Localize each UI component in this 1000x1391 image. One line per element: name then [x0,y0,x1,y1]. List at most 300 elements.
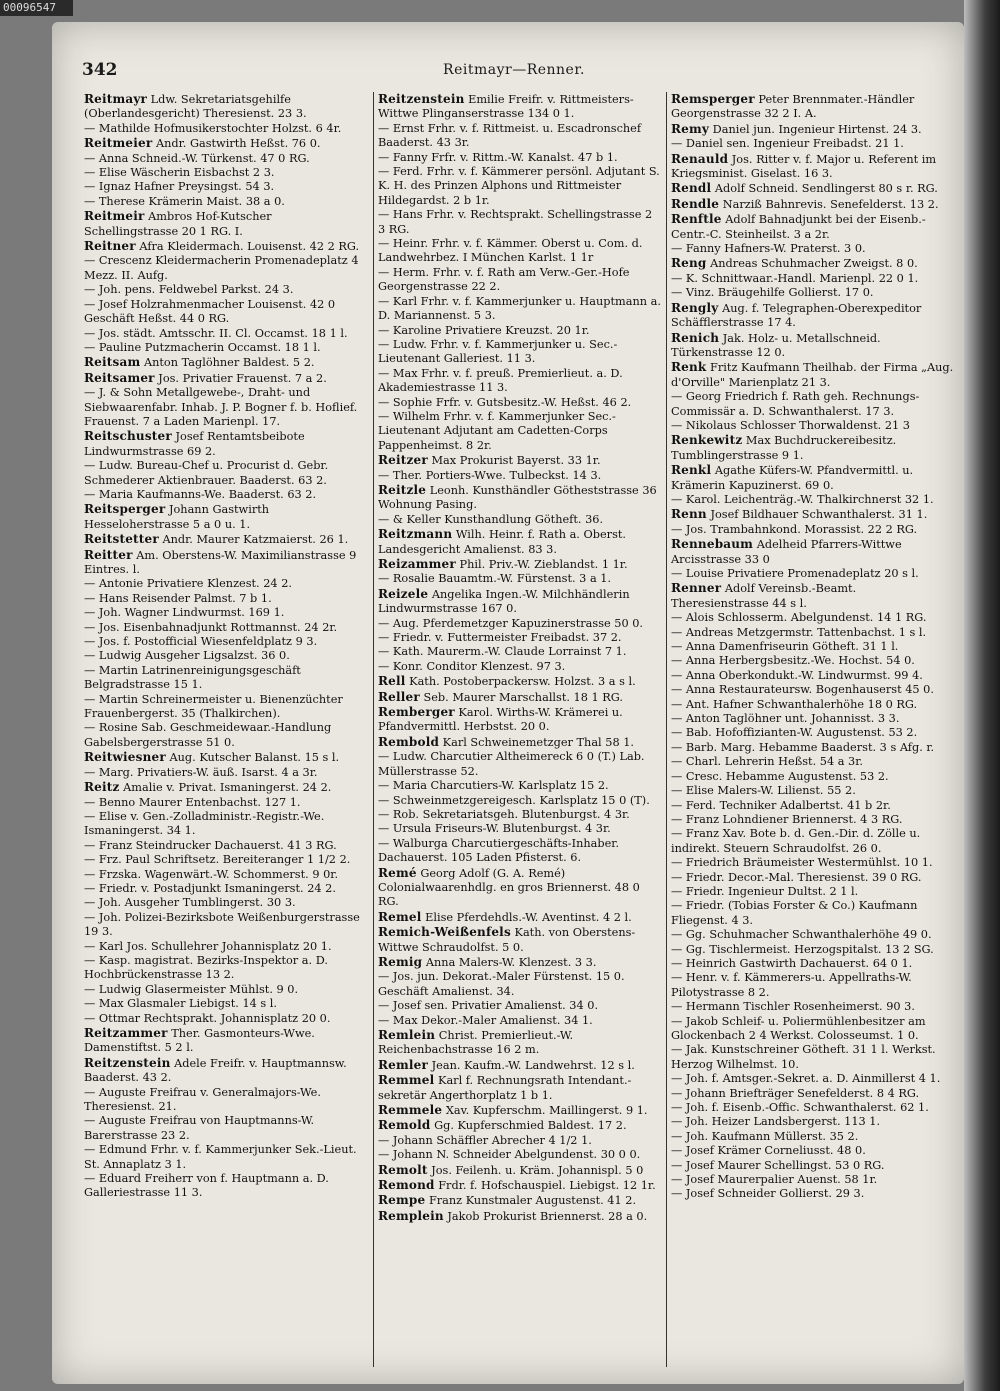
entry-text: — Heinr. Frhr. v. f. Kämmer. Oberst u. Com. d. Landwehrbez. I München Karlst. 1 1r [378,237,643,265]
directory-entry [671,813,955,827]
directory-entry [378,822,662,836]
entry-text: Anna Malers-W. Klenzest. 3 3. [425,955,597,969]
directory-entry [671,181,955,196]
entry-text: — Johann Briefträger Senefelderst. 8 4 RG. [671,1086,920,1100]
directory-entry [84,298,369,327]
binding-edge [964,0,1000,1391]
entry-text: — Schweinmetzgereigesch. Karlsplatz 15 0 (T). [378,793,650,807]
directory-entry [84,1172,369,1201]
directory-entry [671,360,955,390]
entry-text: — Anna Herbergsbesitz.-We. Hochst. 54 0. [671,654,915,668]
entry-text: — Elise v. Gen.-Zolladministr.-Registr.-We. Ismaningerst. 34 1. [84,809,325,838]
entry-text: — Bab. Hofoffizianten-W. Augustenst. 53 2. [671,726,918,740]
directory-entry [671,784,955,798]
directory-entry [84,577,369,591]
entry-text: Elise Pferdehdls.-W. Aventinst. 4 2 l. [425,910,632,924]
directory-page [52,22,964,1384]
entry-surname: Reizammer [378,557,456,571]
entry-text: Gg. Kupferschmied Baldest. 17 2. [434,1119,627,1133]
directory-entry [378,645,662,659]
directory-entry [671,611,955,625]
directory-entry [378,396,662,410]
directory-entry [378,674,662,689]
directory-entry [671,928,955,942]
entry-surname: Renauld [671,151,729,166]
entry-text: — Benno Maurer Entenbachst. 127 1. [84,795,301,809]
entry-surname: Reitmayr [84,92,148,106]
directory-entry [671,626,955,640]
entry-text: — Crescenz Kleidermacherin Promenadeplatz 4 Mezz. II. Aufg. [84,254,359,282]
entry-surname: Reitwiesner [84,750,166,765]
directory-entry [378,705,662,735]
directory-entry [671,1000,955,1014]
entry-text: — Walburga Charcutiergeschäfts-Inhaber. Dachauerst. 105 Laden Pfisterst. 6. [378,836,620,865]
entry-surname: Reitzle [378,482,427,497]
running-head: Reitmayr—Renner. [443,62,585,78]
entry-text: Daniel jun. Ingenieur Hirtenst. 24 3. [712,122,922,136]
directory-entry [378,165,662,208]
entry-text: Emilie Freifr. v. Rittmeisters-Wittwe Plinganserstrasse 134 0 1. [378,93,634,121]
entry-text: — K. Schnittwaar.-Handl. Marienpl. 22 0 1. [671,271,919,285]
entry-text: — Karl Jos. Schullehrer Johannisplatz 20 1. [84,939,332,953]
directory-entry [671,755,955,769]
directory-entry [84,548,369,578]
entry-text: Xav. Kupferschm. Maillingerst. 9 1. [445,1104,648,1118]
directory-entry [671,242,955,256]
entry-text: — Joh. pens. Feldwebel Parkst. 24 3. [84,283,294,297]
directory-entry [671,827,955,856]
entry-surname: Remig [378,954,423,969]
entry-surname: Remold [378,1118,431,1133]
entry-text: — Franz Xav. Bote b. d. Gen.-Dir. d. Zölle u. indirekt. Steuern Schraudolfst. 26 0. [671,827,921,855]
entry-surname: Renn [671,507,707,522]
entry-surname: Remsperger [671,92,755,106]
directory-entry [671,1173,955,1187]
entry-text: Seb. Maurer Marschallst. 18 1 RG. [423,690,624,704]
directory-entry [84,371,369,386]
directory-entry [84,649,369,663]
entry-text: — Konr. Conditor Klenzest. 97 3. [378,659,566,673]
directory-entry [84,355,369,370]
directory-entry [84,810,369,839]
entry-text: — Jos. jun. Dekorat.-Maler Fürstenst. 15 0. Geschäft Amalienst. 34. [378,970,625,998]
entry-text: — J. & Sohn Metallgewebe-, Draht- und Siebwaarenfabr. Inhab. J. P. Bogner f. b. Hoflief. Frauenst. 7 a Laden Marienpl. 17. [84,386,358,428]
directory-entry [671,1130,955,1144]
directory-entry [671,537,955,567]
directory-entry [671,212,955,242]
entry-text: — Ignaz Hafner Preysingst. 54 3. [84,180,275,194]
entry-text: — Auguste Freifrau von Hauptmanns-W. Barerstrasse 23 2. [84,1114,315,1142]
directory-entry [671,770,955,784]
directory-entry [84,1026,369,1056]
entry-surname: Remel [378,909,422,924]
entry-text: Frdr. f. Hofschauspiel. Liebigst. 12 1r. [438,1179,656,1193]
directory-entry [378,266,662,295]
entry-text: Aug. Kutscher Balanst. 15 s l. [169,751,340,765]
archive-number: 00096547 [0,0,73,16]
directory-entry [671,1087,955,1101]
entry-surname: Renich [671,330,720,345]
directory-entry [84,882,369,896]
entry-text: Karl f. Rechnungsrath Intendant.-sekretär Angerthorplatz 1 b 1. [378,1074,632,1102]
entry-text: Max Buchdruckereibesitz. Tumblingerstrasse 9 1. [671,434,897,462]
directory-entry [378,910,662,925]
directory-entry [84,122,369,136]
entry-text: — Louise Privatiere Promenadeplatz 20 s l. [671,567,919,580]
entry-surname: Remond [378,1178,435,1193]
entry-text: — Hans Frhr. v. Rechtsprakt. Schellingstrasse 2 3 RG. [378,208,653,236]
entry-surname: Remich-Weißenfels [378,925,511,940]
entry-text: — Auguste Freifrau v. Generalmajors-We. Theresienst. 21. [84,1085,321,1114]
directory-entry [84,195,369,209]
entry-text: — Joh. Wagner Lindwurmst. 169 1. [84,606,285,620]
entry-surname: Reitzenstein [84,1055,171,1070]
entry-surname: Remmel [378,1073,435,1088]
directory-entry [378,469,662,483]
directory-entry [671,1015,955,1044]
directory-entry [671,152,955,182]
directory-entry [378,324,662,338]
directory-entry [378,295,662,324]
directory-entry [84,180,369,194]
entry-text: — Antonie Privatiere Klenzest. 24 2. [84,577,292,591]
entry-surname: Remberger [378,705,455,720]
directory-entry [84,283,369,297]
directory-entry [378,617,662,631]
entry-surname: Reitz [84,780,120,795]
entry-text: — Joh. f. Amtsger.-Sekret. a. D. Ainmillerst 4 1. [671,1072,941,1086]
entry-text: — Ant. Hafner Schwanthalerhöhe 18 0 RG. [671,697,918,711]
directory-entry [84,911,369,940]
entry-text: Andr. Gastwirth Heßst. 76 0. [155,137,321,151]
entry-text: — Franz Lohndiener Briennerst. 4 3 RG. [671,812,903,826]
entry-text: Narziß Bahnrevis. Senefelderst. 13 2. [722,197,939,211]
directory-entry [84,621,369,635]
entry-surname: Renk [671,360,707,375]
entry-text: Afra Kleidermach. Louisenst. 42 2 RG. [139,240,360,254]
entry-text: — Elise Malers-W. Lilienst. 55 2. [671,784,856,798]
entry-text: — Frz. Paul Schriftsetz. Bereiteranger 1 1/2 2. [84,853,351,867]
entry-surname: Remolt [378,1162,428,1177]
entry-surname: Reitzer [378,453,428,468]
directory-entry [84,254,369,283]
entry-text: — Johann N. Schneider Abelgundenst. 30 0 0. [378,1148,641,1162]
directory-entry [84,896,369,910]
entry-text: — Marg. Privatiers-W. äuß. Isarst. 4 a 3r. [84,765,318,779]
directory-entry [671,1043,955,1072]
entry-text: Ther. Gasmonteurs-Wwe. Damenstiftst. 5 2 l. [84,1027,315,1055]
directory-entry [671,256,955,271]
entry-text: — Frzska. Wagenwärt.-W. Schommerst. 9 0r. [84,867,339,881]
entry-text: Christ. Premierlieut.-W. Reichenbachstrasse 16 2 m. [378,1029,574,1057]
directory-entry [378,866,662,910]
directory-entry [671,331,955,361]
directory-entry [671,390,955,419]
entry-text: Josef Bildhauer Schwanthalerst. 31 1. [710,508,928,522]
entry-text: — Martin Schreinermeister u. Bienenzüchter Frauenbergerst. 35 (Thalkirchen). [84,692,343,721]
entry-text: — Joh. Kaufmann Müllerst. 35 2. [671,1129,859,1143]
directory-entry [671,712,955,726]
entry-text: — Georg Friedrich f. Rath geh. Rechnungs-Commissär a. D. Schwanthalerst. 17 3. [671,390,920,418]
entry-text: — Maria Kaufmanns-We. Baaderst. 63 2. [84,487,317,501]
entry-text: — Alois Schlosserm. Abelgundenst. 14 1 RG. [671,611,927,625]
directory-entry [378,1073,662,1103]
directory-entry [378,1014,662,1028]
entry-text: — Anna Schneid.-W. Türkenst. 47 0 RG. [84,151,310,165]
directory-entry [378,794,662,808]
entry-text: — Anton Taglöhner unt. Johannisst. 3 3. [671,712,900,726]
entry-text: — Ludwig Ausgeher Ligsalzst. 36 0. [84,649,290,663]
entry-surname: Renkl [671,463,712,478]
entry-text: Max Prokurist Bayerst. 33 1r. [431,454,601,468]
entry-surname: Rendle [671,196,720,211]
entry-text: — Anna Restaurateursw. Bogenhauserst 45 0. [671,683,934,697]
entry-text: Jak. Holz- u. Metallschneid. Türkenstrasse 12 0. [671,331,881,359]
directory-entry [84,166,369,180]
directory-entry [378,483,662,513]
entry-text: Jos. Privatier Frauenst. 7 a 2. [158,371,327,385]
directory-entry [84,502,369,532]
entry-text: — Eduard Freiherr von f. Hauptmann a. D. Galleriestrasse 11 3. [84,1172,329,1200]
entry-text: Franz Kunstmaler Augustenst. 41 2. [428,1194,637,1208]
directory-entry [84,532,369,547]
entry-text: — Rosine Sab. Geschmeidewaar.-Handlung Gabelsbergerstrasse 51 0. [84,721,332,749]
entry-surname: Reng [671,256,707,271]
entry-surname: Rengly [671,300,719,315]
entry-text: Fritz Kaufmann Theilhab. der Firma „Aug. d'Orville" Marienplatz 21 3. [671,361,954,389]
directory-entry [84,1114,369,1143]
directory-entry [84,750,369,765]
directory-entry [671,92,955,122]
directory-entry [671,301,955,331]
directory-entry [671,567,955,581]
directory-entry [378,690,662,705]
directory-entry [378,92,662,122]
directory-entry [671,1187,955,1201]
entry-text: — Barb. Marg. Hebamme Baaderst. 3 s Afg. r. [671,740,935,754]
entry-text: — Kath. Maurerm.-W. Claude Lorrainst 7 1. [378,645,627,659]
directory-entry [671,943,955,957]
entry-text: Anton Taglöhner Baldest. 5 2. [143,356,315,370]
directory-entry [671,1101,955,1115]
entry-text: — & Keller Kunsthandlung Götheft. 36. [378,512,604,526]
entry-surname: Reitzmann [378,527,453,542]
entry-text: — Friedr. Decor.-Mal. Theresienst. 39 0 RG. [671,870,922,884]
directory-entry [378,779,662,793]
column-1 [80,92,373,1367]
entry-text: — Ludw. Charcutier Altheimereck 6 0 (T.) Lab. Müllerstrasse 52. [378,750,645,778]
directory-entry [378,925,662,955]
entry-text: — Elise Wäscherin Eisbachst 2 3. [84,166,275,180]
entry-surname: Reller [378,689,420,704]
directory-entry [378,367,662,396]
directory-entry [671,122,955,137]
entry-text: — Max Glasmaler Liebigst. 14 s l. [84,997,278,1011]
directory-entry [671,741,955,755]
entry-text: — Jos. Eisenbahnadjunkt Rottmannst. 24 2r. [84,620,338,634]
entry-text: — Ferd. Frhr. v. f. Kämmerer persönl. Adjutant S. K. H. des Prinzen Alphons und Rittmeister Hildegardst. 2 b 1r. [378,165,660,207]
directory-entry [378,208,662,237]
directory-entry [378,631,662,645]
entry-surname: Rell [378,674,406,689]
entry-text: — Rob. Sekretariatsgeh. Blutenburgst. 4 3r. [378,807,630,821]
entry-text: — Edmund Frhr. v. f. Kammerjunker Sek.-Lieut. St. Annaplatz 3 1. [84,1143,357,1171]
entry-text: — Joh. Ausgeher Tumblingerst. 30 3. [84,896,296,910]
entry-text: — Franz Steindrucker Dachauerst. 41 3 RG. [84,838,337,852]
entry-text: Adolf Vereinsb.-Beamt. Theresienstrasse 44 s l. [671,582,857,610]
directory-entry [84,429,369,459]
directory-entry [378,151,662,165]
entry-text: — Friedr. Ingenieur Dultst. 2 1 l. [671,884,859,898]
directory-entry [671,871,955,885]
entry-text: — Fanny Hafners-W. Praterst. 3 0. [671,242,866,256]
directory-entry [671,1072,955,1086]
entry-surname: Remy [671,121,710,136]
entry-text: — Josef Maurer Schellingst. 53 0 RG. [671,1158,885,1172]
directory-entry [671,957,955,971]
directory-entry [378,572,662,586]
directory-entry [378,1209,662,1224]
entry-surname: Reitmeir [84,209,145,224]
entry-text: — Charl. Lehrerin Heßst. 54 a 3r. [671,755,863,769]
directory-entry [671,640,955,654]
directory-entry [378,1134,662,1148]
directory-entry [84,488,369,502]
directory-entry [84,1012,369,1026]
entry-text: Kath. von Oberstens-Wittwe Schraudolfst. 5 0. [378,926,636,954]
directory-entry [378,1163,662,1178]
directory-entry [84,459,369,488]
directory-entry [671,137,955,151]
entry-text: Am. Oberstens-W. Maximilianstrasse 9 Eintres. l. [84,548,357,576]
directory-entry [671,1159,955,1173]
entry-text: Andreas Schuhmacher Zweigst. 8 0. [710,257,918,271]
entry-text: Adolf Schneid. Sendlingerst 80 s r. RG. [714,182,938,196]
directory-entry [84,954,369,983]
entry-text: — Anna Oberkondukt.-W. Lindwurmst. 99 4. [671,668,923,682]
directory-entry [671,286,955,300]
entry-text: — Mathilde Hofmusikerstochter Holzst. 6 4r. [84,121,342,135]
entry-text: Adolf Bahnadjunkt bei der Eisenb.-Centr.-C. Steinheilst. 3 a 2r. [671,213,926,241]
directory-entry [84,635,369,649]
directory-entry [84,766,369,780]
entry-surname: Reitmeier [84,136,153,151]
entry-text: — Kasp. magistrat. Bezirks-Inspektor a. D. Hochbrückenstrasse 13 2. [84,953,328,982]
entry-text: Ldw. Sekretariatsgehilfe (Oberlandesgericht) Theresienst. 23 3. [84,93,307,121]
directory-entry [671,899,955,928]
entry-text: Ambros Hof-Kutscher Schellingstrasse 20 1 RG. I. [84,210,272,238]
entry-surname: Reitter [84,547,133,562]
directory-entry [671,433,955,463]
entry-text: — Hans Reisender Palmst. 7 b 1. [84,591,272,605]
entry-text: — Jos. Trambahnkond. Morassist. 22 2 RG. [671,522,918,536]
directory-entry [378,750,662,779]
directory-entry [378,660,662,674]
directory-entry [84,1086,369,1115]
entry-text: — Vinz. Bräugehilfe Gollierst. 17 0. [671,286,874,300]
directory-entry [84,152,369,166]
entry-text: — Anna Damenfriseurin Götheft. 31 1 l. [671,640,899,654]
entry-text: Jos. Ritter v. f. Major u. Referent im Kriegsminist. Giselast. 16 3. [671,152,937,181]
directory-entry [671,493,955,507]
entry-text: Angelika Ingen.-W. Milchhändlerin Lindwurmstrasse 167 0. [378,587,630,616]
entry-surname: Reitzammer [84,1026,168,1040]
entry-surname: Remplein [378,1208,444,1223]
entry-surname: Renftle [671,212,722,227]
entry-text: Georg Adolf (G. A. Remé) Colonialwaarenhdlg. en gros Briennerst. 48 0 RG. [378,866,640,909]
entry-text: — Joh. Heizer Landsbergerst. 113 1. [671,1115,881,1129]
entry-text: — Heinrich Gastwirth Dachauerst. 64 0 1. [671,956,913,970]
entry-text: — Andreas Metzgermstr. Tattenbachst. 1 s l. [671,625,927,639]
directory-entry [84,853,369,867]
directory-entry [84,592,369,606]
directory-entry [378,970,662,999]
entry-text: — Cresc. Hebamme Augustenst. 53 2. [671,769,889,783]
directory-entry [671,1144,955,1158]
entry-text: — Joh. Polizei-Bezirksbote Weißenburgerstrasse 19 3. [84,910,360,939]
entry-text: — Ursula Friseurs-W. Blutenburgst. 4 3r. [378,822,611,836]
directory-entry [671,726,955,740]
entry-text: — Gg. Tischlermeist. Herzogspitalst. 13 2 SG. [671,942,934,956]
entry-text: — Josef Krämer Corneliusst. 48 0. [671,1144,866,1158]
directory-entry [671,683,955,697]
entry-text: — Friedr. (Tobias Forster & Co.) Kaufmann Fliegenst. 4 3. [671,899,918,927]
entry-text: Adele Freifr. v. Hauptmannsw. Baaderst. 43 2. [84,1056,347,1085]
entry-text: — Henr. v. f. Kämmerers-u. Appellraths-W. Pilotystrasse 8 2. [671,971,912,999]
entry-text: — Friedrich Bräumeister Westermühlst. 10 1. [671,856,933,870]
page-number: 342 [82,60,118,80]
column-3 [666,92,959,1367]
directory-entry [378,1193,662,1208]
entry-surname: Rempe [378,1193,426,1208]
directory-entry [671,856,955,870]
entry-text: — Ludw. Bureau-Chef u. Procurist d. Gebr. Schmederer Aktienbrauer. Baaderst. 63 2. [84,459,329,487]
entry-surname: Reitsamer [84,370,155,385]
entry-text: — Josef sen. Privatier Amalienst. 34 0. [378,999,599,1013]
directory-entry [378,1118,662,1133]
entry-text: Agathe Küfers-W. Pfandvermittl. u. Krämerin Kapuzinerst. 69 0. [671,464,914,492]
entry-text: — Friedr. v. Postadjunkt Ismaningerst. 24 2. [84,881,336,895]
entry-surname: Rembold [378,734,440,749]
entry-text: Amalie v. Privat. Ismaningerst. 24 2. [123,781,332,795]
entry-text: — Herm. Frhr. v. f. Rath am Verw.-Ger.-Hofe Georgenstrasse 22 2. [378,265,630,294]
entry-text: Jakob Prokurist Briennerst. 28 a 0. [447,1209,648,1223]
directory-entry [671,272,955,286]
directory-entry [671,669,955,683]
entry-text: — Ludwig Glasermeister Mühlst. 9 0. [84,982,299,996]
directory-entry [84,136,369,151]
directory-entry [84,693,369,722]
entry-text: Josef Rentamtsbeibote Lindwurmstrasse 69 2. [84,430,305,458]
entry-surname: Remmele [378,1103,443,1118]
directory-entry [378,1148,662,1162]
entry-text: — Martin Latrinenreinigungsgeschäft Belgradstrasse 15 1. [84,663,301,692]
directory-entry [378,735,662,750]
directory-entry [671,581,955,611]
entry-surname: Renner [671,581,722,596]
entry-surname: Rendl [671,181,712,196]
directory-entry [378,453,662,468]
directory-entry [84,721,369,750]
directory-entry [671,463,955,493]
entry-text: — Daniel sen. Ingenieur Freibadst. 21 1. [671,137,904,151]
entry-text: — Therese Krämerin Maist. 38 a 0. [84,194,285,208]
directory-entry [84,997,369,1011]
entry-text: Kath. Postoberpackersw. Holzst. 3 a s l. [409,675,636,689]
entry-text: — Jakob Schleif- u. Poliermühlenbesitzer am Glockenbach 2 4 Werkst. Colosseumst. 1 0. [671,1014,926,1042]
directory-entry [378,1103,662,1118]
directory-entry [378,557,662,572]
